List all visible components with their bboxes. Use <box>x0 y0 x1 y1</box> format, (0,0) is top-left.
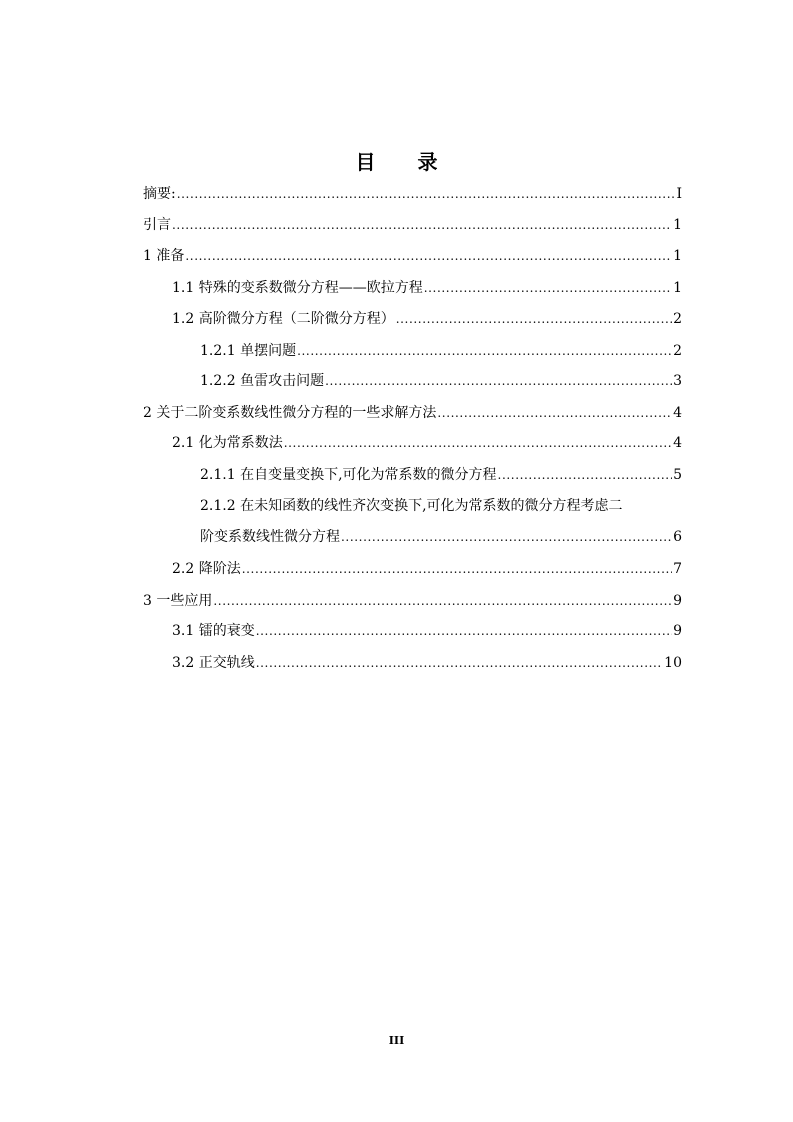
dot-leader <box>185 245 672 267</box>
toc-entry-page: 4 <box>673 405 682 421</box>
dot-leader <box>424 277 672 299</box>
toc-entry-1-2-2[interactable] <box>200 370 682 392</box>
toc-entry-3-1[interactable] <box>172 620 682 642</box>
page-number: III <box>388 1034 405 1047</box>
title-char-2: 录 <box>417 150 438 174</box>
toc-entry-2-1[interactable] <box>172 432 682 454</box>
toc-entry-1-2[interactable] <box>172 308 682 330</box>
toc-entry-page: 5 <box>673 467 682 483</box>
toc-entry-abstract[interactable] <box>143 183 682 205</box>
dot-leader <box>242 558 672 580</box>
toc-entry-page: 1 <box>673 280 682 296</box>
dot-leader <box>284 432 672 454</box>
dot-leader <box>325 370 672 392</box>
toc-entry-3[interactable] <box>143 590 682 612</box>
dot-leader <box>498 464 673 486</box>
toc-entry-1[interactable] <box>143 245 682 267</box>
toc-entry-label: 2.1.1 在自变量变换下,可化为常系数的微分方程 <box>200 467 497 483</box>
toc-entry-label: 2.1.2 在未知函数的线性齐次变换下,可化为常系数的微分方程考虑二 <box>200 498 623 514</box>
toc-entry-introduction[interactable] <box>143 214 682 236</box>
toc-entry-page: 2 <box>673 343 682 359</box>
dot-leader <box>172 214 672 236</box>
toc-entry-label: 1.2.2 鱼雷攻击问题 <box>200 373 325 389</box>
toc-entry-3-2[interactable] <box>172 652 682 674</box>
toc-entry-page: 10 <box>664 655 682 671</box>
toc-entry-2-1-2-line1[interactable] <box>200 495 682 517</box>
title-char-1: 目 <box>355 150 376 174</box>
toc-entry-1-2-1[interactable] <box>200 340 682 362</box>
toc-entry-page: 9 <box>673 623 682 639</box>
dot-leader <box>256 652 663 674</box>
dot-leader <box>297 340 672 362</box>
toc-entry-label: 3 一些应用 <box>143 593 213 609</box>
toc-entry-label: 2 关于二阶变系数线性微分方程的一些求解方法 <box>143 405 437 421</box>
toc-entry-page: I <box>676 186 682 202</box>
toc-entry-label: 引言 <box>143 217 171 233</box>
toc-entry-page: 2 <box>673 311 682 327</box>
toc-entry-label: 1.1 特殊的变系数微分方程——欧拉方程 <box>172 280 423 296</box>
toc-entry-label: 阶变系数线性微分方程 <box>200 529 340 545</box>
dot-leader <box>256 620 672 642</box>
toc-entry-2[interactable] <box>143 402 682 424</box>
toc-entry-page: 4 <box>673 435 682 451</box>
toc-entry-page: 1 <box>673 248 682 264</box>
dot-leader <box>213 590 672 612</box>
toc-entry-2-1-1[interactable] <box>200 464 682 486</box>
toc-entry-page: 9 <box>673 593 682 609</box>
toc-entry-page: 1 <box>673 217 682 233</box>
toc-entry-label: 1 准备 <box>143 248 185 264</box>
dot-leader <box>437 402 672 424</box>
toc-entry-page: 3 <box>673 373 682 389</box>
toc-entry-label: 3.1 镭的衰变 <box>172 623 255 639</box>
toc-entry-2-1-2-line2[interactable] <box>200 526 682 548</box>
toc-entry-label: 1.2.1 单摆问题 <box>200 343 297 359</box>
toc-entry-label: 2.2 降阶法 <box>172 561 241 577</box>
toc-entry-page: 7 <box>673 561 682 577</box>
dot-leader <box>341 526 672 548</box>
dot-leader <box>396 308 672 330</box>
toc-entry-label: 3.2 正交轨线 <box>172 655 255 671</box>
toc-entry-1-1[interactable] <box>172 277 682 299</box>
toc-entry-page: 6 <box>673 529 682 545</box>
dot-leader <box>177 183 676 205</box>
toc-entry-label: 摘要: <box>143 186 176 202</box>
toc-entry-2-2[interactable] <box>172 558 682 580</box>
toc-entry-label: 2.1 化为常系数法 <box>172 435 283 451</box>
toc-entry-label: 1.2 高阶微分方程（二阶微分方程） <box>172 311 395 327</box>
